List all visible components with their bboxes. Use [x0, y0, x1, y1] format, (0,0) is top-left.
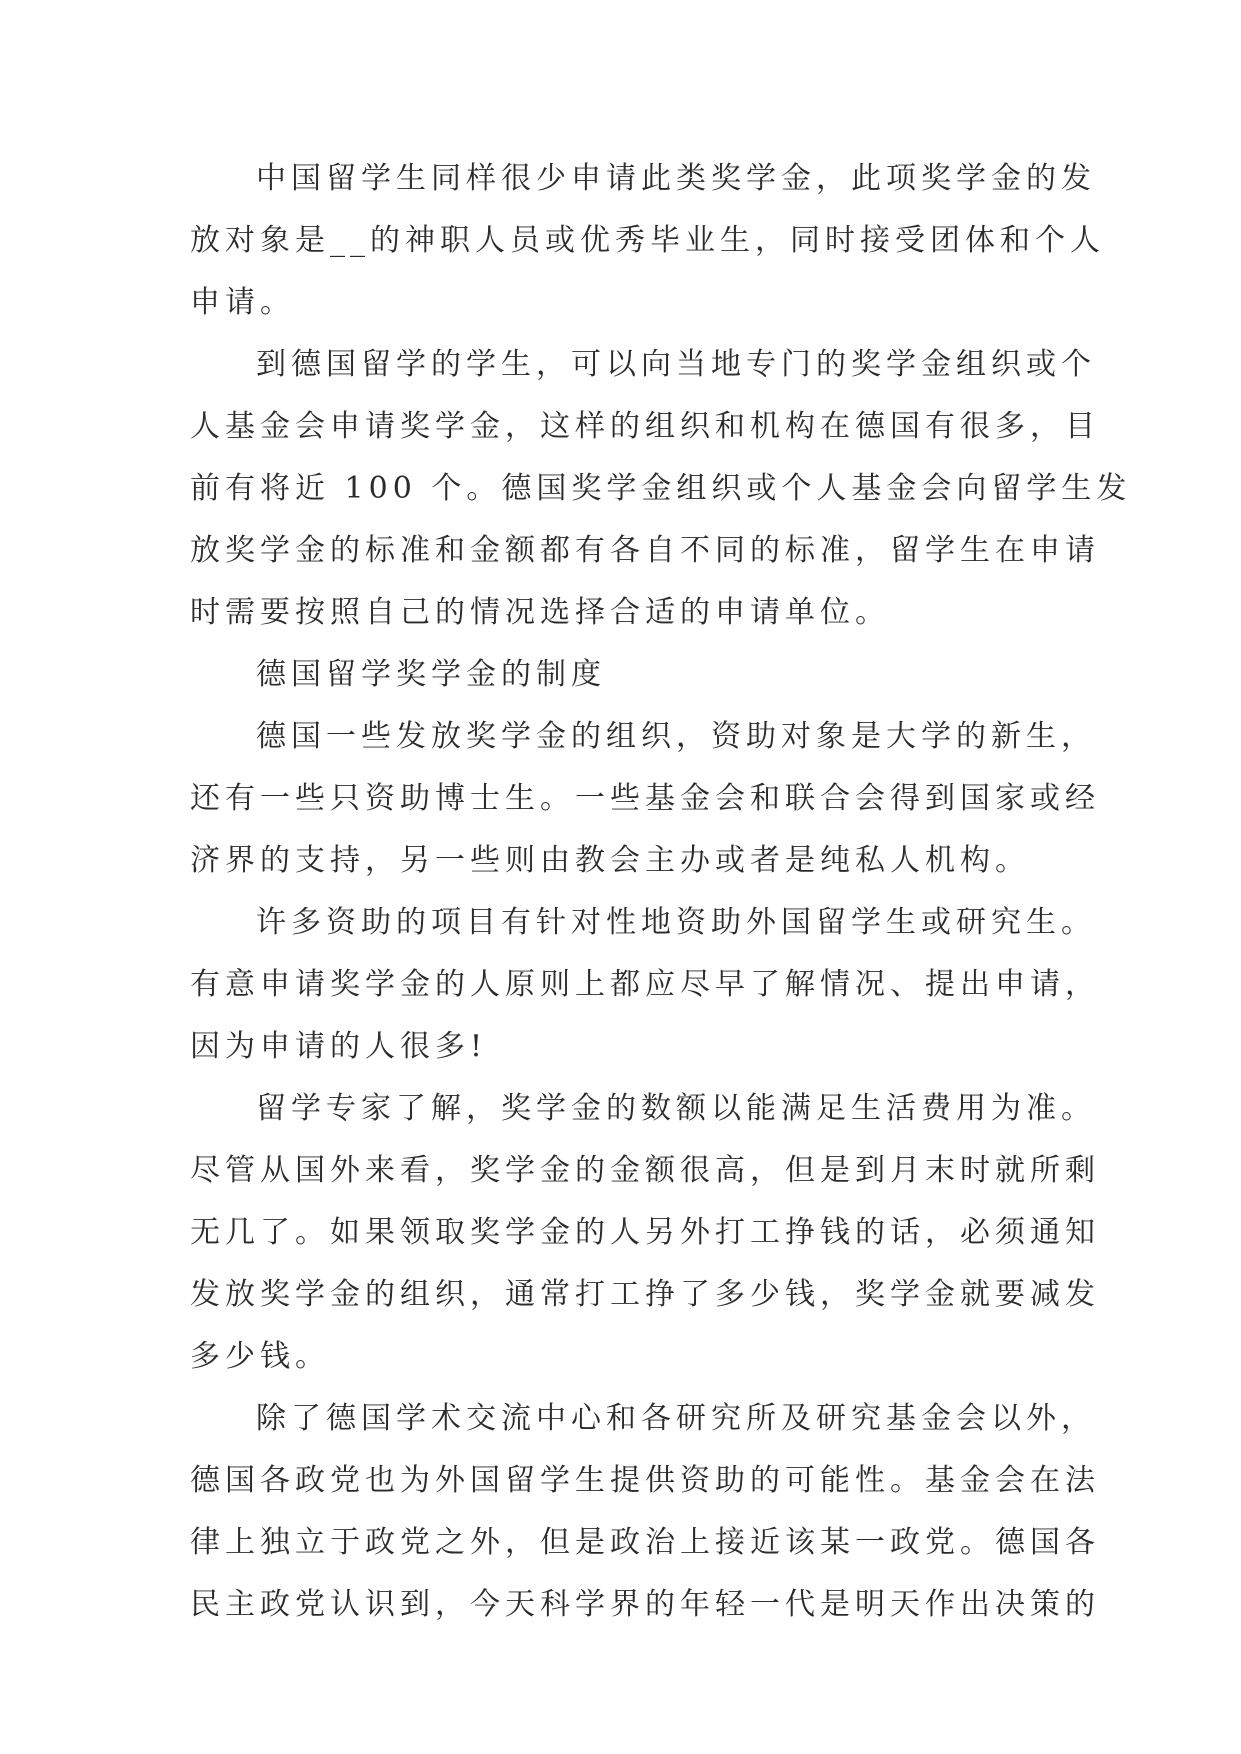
text-line: 还有一些只资助博士生。一些基金会和联合会得到国家或经 [190, 781, 1100, 816]
text-line: 时需要按照自己的情况选择合适的申请单位。 [190, 595, 890, 630]
text-line: 德国一些发放奖学金的组织，资助对象是大学的新生， [256, 719, 1096, 754]
section-heading [190, 644, 1050, 706]
text-line: 因为申请的人很多! [190, 1029, 488, 1064]
paragraph [190, 1078, 1100, 1388]
text-line: 人基金会申请奖学金，这样的组织和机构在德国有很多，目 [190, 409, 1100, 444]
text-line: 除了德国学术交流中心和各研究所及研究基金会以外， [256, 1401, 1096, 1436]
text-line: 发放奖学金的组织，通常打工挣了多少钱，奖学金就要减发 [190, 1277, 1100, 1312]
text-line: 放奖学金的标准和金额都有各自不同的标准，留学生在申请 [190, 533, 1100, 568]
paragraph [190, 334, 1132, 644]
text-line: 申请。 [190, 285, 295, 320]
text-line: 尽管从国外来看，奖学金的金额很高，但是到月末时就所剩 [190, 1153, 1100, 1188]
document-body [190, 148, 1132, 1636]
text-line: 有意申请奖学金的人原则上都应尽早了解情况、提出申请， [190, 967, 1100, 1002]
text-line: 放对象是__的神职人员或优秀毕业生，同时接受团体和个人 [190, 223, 1105, 258]
text-line: 民主政党认识到，今天科学界的年轻一代是明天作出决策的 [190, 1587, 1100, 1622]
text-line: 德国各政党也为外国留学生提供资助的可能性。基金会在法 [190, 1463, 1100, 1498]
paragraph [190, 1388, 1100, 1636]
text-line: 无几了。如果领取奖学金的人另外打工挣钱的话，必须通知 [190, 1215, 1100, 1250]
text-line: 到德国留学的学生，可以向当地专门的奖学金组织或个 [256, 347, 1096, 382]
text-line: 留学专家了解，奖学金的数额以能满足生活费用为准。 [256, 1091, 1096, 1126]
paragraph [190, 148, 1105, 334]
text-line: 济界的支持，另一些则由教会主办或者是纯私人机构。 [190, 843, 1030, 878]
text-line: 律上独立于政党之外，但是政治上接近该某一政党。德国各 [190, 1525, 1100, 1560]
text-line: 中国留学生同样很少申请此类奖学金，此项奖学金的发 [256, 161, 1096, 196]
text-line: 前有将近 100 个。德国奖学金组织或个人基金会向留学生发 [190, 471, 1132, 506]
paragraph [190, 892, 1100, 1078]
section-heading-text: 德国留学奖学金的制度 [256, 657, 606, 692]
text-line: 多少钱。 [190, 1339, 330, 1374]
text-line: 许多资助的项目有针对性地资助外国留学生或研究生。 [256, 905, 1096, 940]
paragraph [190, 706, 1100, 892]
